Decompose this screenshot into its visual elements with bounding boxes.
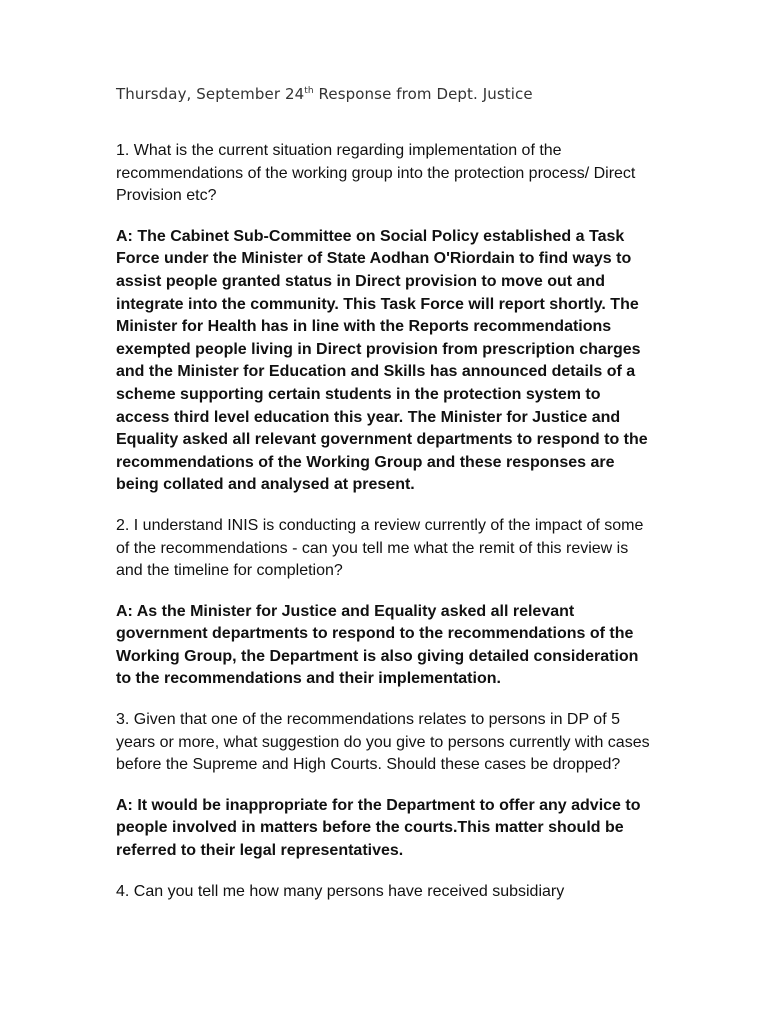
question-4: 4. Can you tell me how many persons have received subsidiary <box>116 882 565 900</box>
header-date-suffix: th <box>304 86 314 96</box>
answer-3: A: It would be inappropriate for the Department to offer any advice to people involved in matters before the courts.This matter should be referred to their legal representatives. <box>116 796 641 860</box>
header-date: Thursday, September 24 <box>116 85 305 103</box>
question-2: 2. I understand INIS is conducting a review currently of the impact of some of the recommendations - can you tell me what the remit of this review is and the timeline for completion? <box>116 516 644 580</box>
answer-1: A: The Cabinet Sub-Committee on Social Policy established a Task Force under the Minister of State Aodhan O'Riordain to find ways to assist people granted status in Direct provision to move out and integrate into the community. This Task Force will report shortly. The Minister for Health has in line with the Reports recommendations exempted people living in Direct provision from prescription charges and the Minister for Education and Skills has announced details of a scheme supporting certain students in the protection system to access third level education this year. The Minister for Justice and Equality asked all relevant government departments to respond to the recommendations of the Working Group and these responses are being collated and analysed at present. <box>116 227 648 494</box>
question-3: 3. Given that one of the recommendations relates to persons in DP of 5 years or more, what suggestion do you give to persons currently with cases before the Supreme and High Courts. Should these cases be dropped? <box>116 711 650 774</box>
question-1: 1. What is the current situation regarding implementation of the recommendations of the working group into the protection process/ Direct Provision etc? <box>116 142 636 205</box>
document-header <box>116 85 533 103</box>
answer-2: A: As the Minister for Justice and Equality asked all relevant government departments to respond to the recommendations of the Working Group, the Department is also giving detailed consideration to the recommendations and their implementation. <box>116 602 639 688</box>
header-title: Response from Dept. Justice <box>313 85 533 103</box>
document-body <box>116 140 656 921</box>
